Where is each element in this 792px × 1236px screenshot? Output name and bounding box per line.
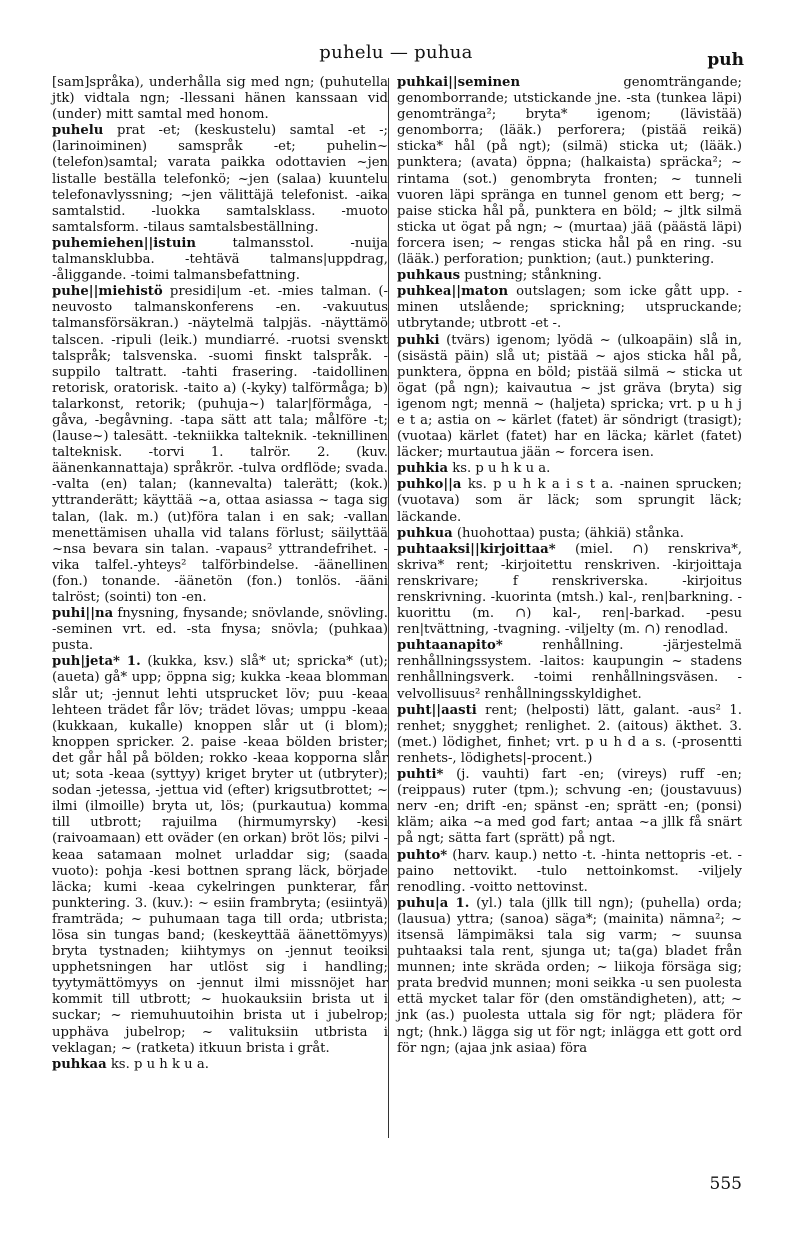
page-number: 555 [709,1174,742,1194]
headword: puhki [397,332,440,348]
guide-word: puh [707,50,744,70]
right-column [397,75,742,1057]
entry [397,703,742,767]
headword: puht||aasti [397,702,477,718]
entry [397,268,742,284]
entry [52,236,388,284]
entry [397,638,742,702]
headword: puhtaanapito* [397,638,503,654]
headword: puhemiehen||istuin [52,235,197,251]
entry-text: talmansstol. -nuija talmansklubba. -tehtävä talmans|uppdrag, -åliggande. -toimi talmansbefattning. [52,235,388,284]
entry [397,767,742,847]
entry [397,461,742,477]
entry [397,75,742,268]
headword: puhi||na [52,606,114,622]
headword: puhto* [397,847,448,863]
headword: puh|jeta* 1. [52,654,141,670]
entry-text: (huohottaa) pusta; (ähkiä) stånka. [452,525,684,541]
entry-text: presidi|um -et. -mies talman. (-neuvosto talmanskonferens -en. -vakuutus talmansförsäkran.) -näytelmä talpjäs. -näyttämö talscen. -ripuli (leik.) mundiarré. -ruotsi svenskt talspråk; talsvenska. -suomi finskt talspråk. -suppilo taltratt. -tahti frasering. -taidollinen retorisk, oratorisk. -taito a) (-kyky) talförmåga; b) talarkonst, retorik; (puhuja~) talar|förmåga, -gåva, -begåvning. -tapa sätt att tala; målföre -t; (lause~) talesätt. -tekniikka talteknik. -teknillinen talteknisk. -torvi 1. talrör. 2. (kuv. äänenkannattaja) språkrör. -tulva ordflöde; svada. -valta (en) talan; (kannevalta) talerätt; (kok.) yttranderätt; käyttää ~a, ottaa asiassa ~ taga sig talan, (lak. m.) (ut)föra talan i en sak; -vallan menettämisen uhalla vid talans förlust; säilyttää ~nsa bevara sin talan. -vapaus² yttrandefrihet. -vika talfel.-yhteys² talförbindelse. -äänellinen (fon.) tonande. -äänetön (fon.) tonlös. -ääni talröst; (sointi) ton -en. [52,284,388,605]
entry [52,1057,388,1073]
entry [397,542,742,639]
entry [397,848,742,896]
entry-text: pustning; stånkning. [460,268,602,284]
entry-text: outslagen; som icke gått upp. -minen utslående; sprickning; utspruckande; utbrytande; utbrott -et -. [397,284,742,332]
entry [397,333,742,462]
entry [52,606,388,654]
entry-text: (j. vauhti) fart -en; (vireys) ruff -en; (reippaus) ruter (tpm.); schvung -en; (joustavuus) nerv -en; drift -en; spänst -en; sprätt -en; (ponsi) kläm; aika ~a med god fart; antaa ~a jllk få snärt på ngt; sätta fart (sprätt) på ngt. [397,767,742,847]
entry [52,75,388,123]
headword: puhtaaksi||kirjoittaa* [397,541,556,557]
headword: puhkua [397,525,453,541]
entry-text: (yl.) tala (jllk till ngn); (puhella) orda; (lausua) yttra; (sanoa) säga*; (mainita) nämna²; ~ itsensä lämpimäksi tala sig varm; ~ suunsa puhtaaksi tala rent, sjunga ut; ta(ga) bladet från munnen; inte skräda orden; ~ liikoja försäga sig; prata bredvid munnen; moni seikka -u sen puolesta että mycket talar för (den omständigheten), att; ~ jnk (as.) puolesta uttala sig för ngt; plädera för ngt; (hnk.) lägga sig ut för ngt; inlägga ett gott ord för ngn; (ajaa jnk asiaa) föra [397,895,742,1056]
running-head: puhelu — puhua [319,42,473,63]
left-column [52,75,388,1073]
headword: puhu|a 1. [397,895,470,911]
entry-text: (miel. ∩) renskriva*, skriva* rent; -kirjoitettu renskriven. -kirjoittaja renskrivare; f renskriverska. -kirjoitus renskrivning. -kuorinta (mtsh.) kal-, ren|barkning. -kuorittu (m. ∩) kal-, ren|-barkad. -pesu ren|tvättning, -tvagning. -viljelty (m. ∩) renodlad. [397,541,742,638]
entry [52,654,388,1056]
entry [52,123,388,236]
headword: puhelu [52,123,104,139]
headword: puhkai||seminen [397,75,521,90]
entry-text: ks. p u h k u a. [448,461,551,477]
headword: puhkaus [397,268,461,284]
entry [52,284,388,606]
entry-text: renhållning. -järjestelmä renhållningssystem. -laitos: kaupungin ~ stadens renhållningsverk. -toimi renhållningsväsen. -velvollisuus² renhållningsskyldighet. [397,638,742,702]
entry-text: fnysning, fnysande; snövlande, snövling. -seminen vrt. ed. -sta fnysa; snövla; (puhkaa) pusta. [52,606,388,654]
headword: puhkia [397,461,449,477]
entry-text: prat -et; (keskustelu) samtal -et -; (larinoiminen) samspråk -et; puhelin~ (telefon)samtal; varata paikka odottavien ~jen listalle beställa telefonkö; ~jen (salaa) kuuntelu telefonavlyssning; ~jen välittäjä telefonist. -aika samtalstid. -luokka samtalsklass. -muoto samtalsform. -tilaus samtalsbeställning. [52,123,388,235]
entry-text: (kukka, ksv.) slå* ut; spricka* (ut); (aueta) gå* upp; öppna sig; kukka -keaa blomman slår ut; -jennut lehti utsprucket löv; puu -keaa lehteen trädet får löv; trädet lövas; umppu -keaa (kukkaan, kukalle) knoppen slår ut (i blom); knoppen spricker. 2. paise -keaa bölden brister; det går hål på bölden; rokko -keaa kopporna slår ut; sota -keaa (syttyy) kriget bryter ut (utbryter); sodan -jetessa, -jettua vid (efter) krigsutbrottet; ~ ilmi (ilmoille) bryta ut, lös; (purkautua) komma till utbrott; rajuilma (hirmumyrsky) -kesi (raivoamaan) ett oväder (en orkan) bröt lös; pilvi -keaa satamaan molnet urladdar sig; (saada vuoto): pohja -kesi bottnen sprang läck, började läcka; kumi -keaa cykelringen punkterar, får punktering. 3. (kuv.): ~ esiin frambryta; (esiintyä) framträda; ~ puhumaan taga till orda; utbrista; lösa sin tungas band; (keskeyttää äänettömyys) bryta tystnaden; kiihtymys on -jennut teoiksi upphetsningen har utlöst sig i handling; tyytymättömyys on -jennut ilmi missnöjet har kommit till utbrott; ~ huokauksiin brista ut i suckar; ~ riemuhuutoihin brista ut i jubelrop; upphäva jubelrop; ~ valituksiin utbrista i veklagan; ~ (ratketa) itkuun brista i gråt. [52,654,388,1056]
entry [397,477,742,525]
entry [397,284,742,332]
entry-text: rent; (helposti) lätt, galant. -aus² 1. renhet; snygghet; renlighet. 2. (aitous) äkthet. 3. (met.) lödighet, finhet; vrt. p u h d a s. (-prosentti renhets-, lödighets|-procent.) [397,702,742,766]
entry-text: genomträngande; genomborrande; utstickande jne. -sta (tunkea läpi) genomtränga²; bryta* igenom; (lävistää) genomborra; (lääk.) perforera; (pistää reikä) sticka* hål (på ngt); (silmä) sticka ut; (lääk.) punktera; (avata) öppna; (halkaista) spräcka²; ~ rintama (sot.) genombryta fronten; ~ tunneli vuoren läpi spränga en tunnel genom ett berg; ~ paise sticka hål på, punktera en böld; ~ jltk silmä sticka ut ögat på ngn; ~ (murtaa) jää (päästä läpi) forcera isen; ~ rengas sticka hål på en ring. -su (lääk.) perforation; punktion; (aut.) punktering. [397,75,742,268]
entry-text: ks. p u h k a i s t a. -nainen sprucken; (vuotava) som är läck; som sprungit läck; läckande. [397,477,742,525]
headword: puhe||miehistö [52,284,163,300]
headword: puhkaa [52,1056,107,1072]
entry-text: (harv. kaup.) netto -t. -hinta nettopris -et. -paino nettovikt. -tulo nettoinkomst. -viljely renodling. -voitto nettovinst. [397,847,742,895]
entry [397,896,742,1057]
headword: puhko||a [397,477,462,493]
headword: puhkea||maton [397,284,509,300]
entry [397,526,742,542]
entry-text: [sam]språka), underhålla sig med ngn; (puhutella jtk) vidtala ngn; -llessani hänen kanssaan vid (under) mitt samtal med honom. [52,75,388,123]
column-divider [388,78,389,1138]
entry-text: ks. p u h k u a. [106,1056,209,1072]
headword: puhti* [397,767,444,783]
entry-text: (tvärs) igenom; lyödä ~ (ulkoapäin) slå in, (sisästä päin) slå ut; pistää ~ ajos sticka hål på, punktera, öppna en böld; pistää silmä ~ sticka ut ögat (på ngn); kaivautua ~ jst gräva (bryta) sig igenom ngt; mennä ~ (haljeta) spricka; vrt. p u h j e t a; astia on ~ kärlet (fatet) är söndrigt (trasigt); (vuotaa) kärlet (fatet) har en läcka; kärlet (fatet) läcker; murtautua jään ~ forcera isen. [397,332,742,461]
